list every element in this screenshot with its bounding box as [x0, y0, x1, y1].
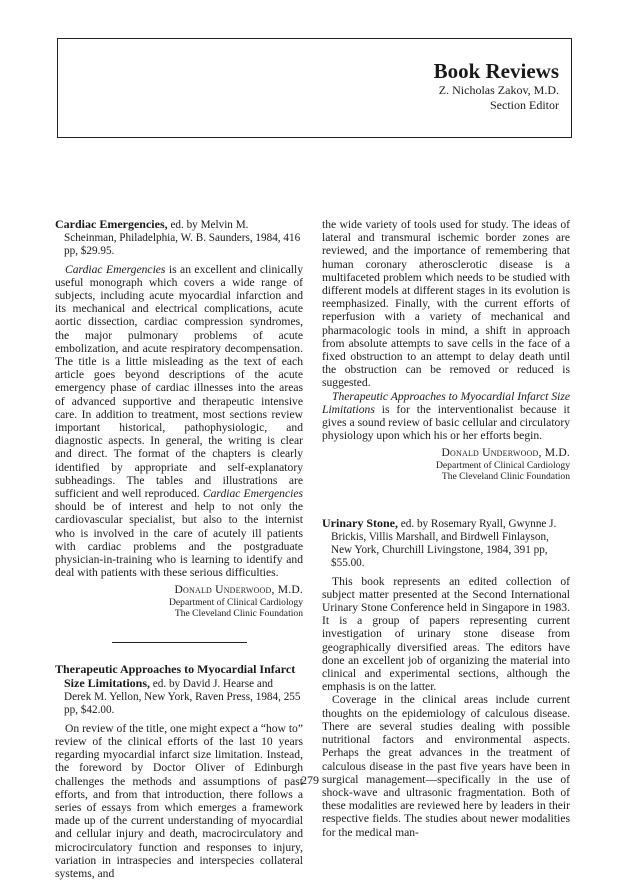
reviewer-institution: The Cleveland Clinic Foundation — [441, 471, 570, 483]
reviewer-department: Department of Clinical Cardiology — [168, 596, 303, 608]
reviewer-name: Donald Underwood, M.D. — [441, 446, 570, 460]
citation-details: ed. by Melvin M. Scheinman, Philadelphia, W. B. Saunders, 1984, 416 pp, $29.95. — [64, 219, 301, 258]
column-spacer — [322, 483, 570, 517]
review-urinary-stone — [322, 517, 570, 839]
section-editor-role: Section Editor — [490, 98, 559, 112]
book-title: Cardiac Emergencies, — [55, 217, 168, 231]
review-citation — [55, 218, 303, 259]
book-title: Urinary Stone, — [322, 515, 398, 530]
citation-details: ed. by Rosemary Ryall, Gwynne J. Brickis, Villis Marshall, and Birdwell Finlayson, New York, Churchill Livingstone, 1984, 391 pp, $55.00. — [331, 517, 557, 570]
review-citation — [322, 517, 570, 571]
review-paragraph: Cardiac Emergencies is an excellent and clinically useful monograph which covers a wide range of subjects, including acute myocardial infarction and its mechanical and electrical complications, acute aortic dissection, cardiac compression syndromes, the major pulmonary problems of acute embolization, and acute respiratory decompensation. The title is a little misleading as the text of each article goes beyond descriptions of the acute emergency phase of cardiac illnesses into the areas of advanced supportive and therapeutic intensive care. In addition to treatment, most sections review important historical, pathophysiologic, and diagnostic aspects. In general, the writing is clear and direct. The format of the chapters is clearly identified by appropriate and self-explanatory subheadings. The tables and illustrations are sufficient and well reproduced. Cardiac Emergencies should be of interest and help to not only the cardiovascular specialist, but also to the internist who is involved in the care of acutely ill patients with cardiac problems and the postgraduate physician-in-training who is learning to identify and deal with patients with these serious difficulties. — [55, 262, 303, 580]
review-paragraph: Therapeutic Approaches to Myocardial Infarct Size Limitations is for the interventionalist because it gives a sound review of basic cellular and circulatory physiology upon which his or her efforts begin. — [322, 389, 570, 443]
reviewer-department: Department of Clinical Cardiology — [435, 459, 570, 471]
citation-details: ed. by David J. Hearse and Derek M. Yellon, New York, Raven Press, 1984, 255 pp, $42.00. — [64, 678, 301, 717]
section-header-box — [57, 38, 572, 138]
review-citation — [55, 663, 303, 718]
section-header — [434, 59, 559, 113]
reviewer-institution: The Cleveland Clinic Foundation — [174, 608, 303, 620]
review-paragraph: Coverage in the clinical areas include current thoughts on the epidemiology of calculous disease. There are several studies dealing with possible nutritional factors and environmental aspects. Perhaps the great advances in the treatment of calculous disease in the past five years have been in surgical management—specifically in the use of shock-wave and ultrasonic fragmentation. Both of these modalities are reviewed here by leaders in their respective fields. The studies about newer modalities for the medical man- — [322, 693, 570, 839]
review-therapeutic-approaches — [55, 663, 303, 880]
section-divider — [112, 642, 247, 643]
right-column — [322, 218, 570, 839]
review-paragraph: On review of the title, one might expect a “how to” review of the clinical efforts of the last 10 years regarding myocardial infarct size limitation. Instead, the foreword by Doctor Oliver of Edinburgh challenges the methods and assumptions of past efforts, and from that introduction, there follows a series of essays from which emerges a framework made up of the current understanding of myocardial and cellular injury and death, macrocirculatory and microcirculatory function and responses to injury, variation in intraspecies and interspecies collateral systems, and — [55, 721, 303, 880]
review-paragraph: This book represents an edited collection of subject matter presented at the Second International Urinary Stone Conference held in Singapore in 1983. It is a group of papers representing current investigation of urinary stone disease from geographically diversified areas. The editors have done an excellent job of organizing the material into clinical and experimental sections, although the emphasis is on the latter. — [322, 574, 570, 694]
reviewer-signature — [322, 446, 570, 482]
section-editor-name: Z. Nicholas Zakov, M.D. — [438, 83, 559, 97]
reviewer-signature — [55, 583, 303, 619]
book-title: Therapeutic Approaches to Myocardial Infarct Size Limitations, — [55, 661, 296, 691]
review-cardiac-emergencies — [55, 218, 303, 620]
review-paragraph-continued: the wide variety of tools used for study. The ideas of lateral and transmural ischemic border zones are reviewed, and the importance of remembering that human coronary atherosclerotic disease is a multifaceted problem which needs to be studied with different models at different stages in its evolution is reemphasized. Finally, with the current efforts of reperfusion with a variety of mechanical and pharmacologic tools in mind, a shift in approach from absolute attempts to save cells in the face of a fixed obstruction to an attempt to delay death until the obstruction can be removed or reduced is suggested. — [322, 218, 570, 390]
reviewer-name: Donald Underwood, M.D. — [174, 583, 303, 597]
section-title: Book Reviews — [433, 59, 559, 83]
page-number: 279 — [301, 773, 319, 787]
